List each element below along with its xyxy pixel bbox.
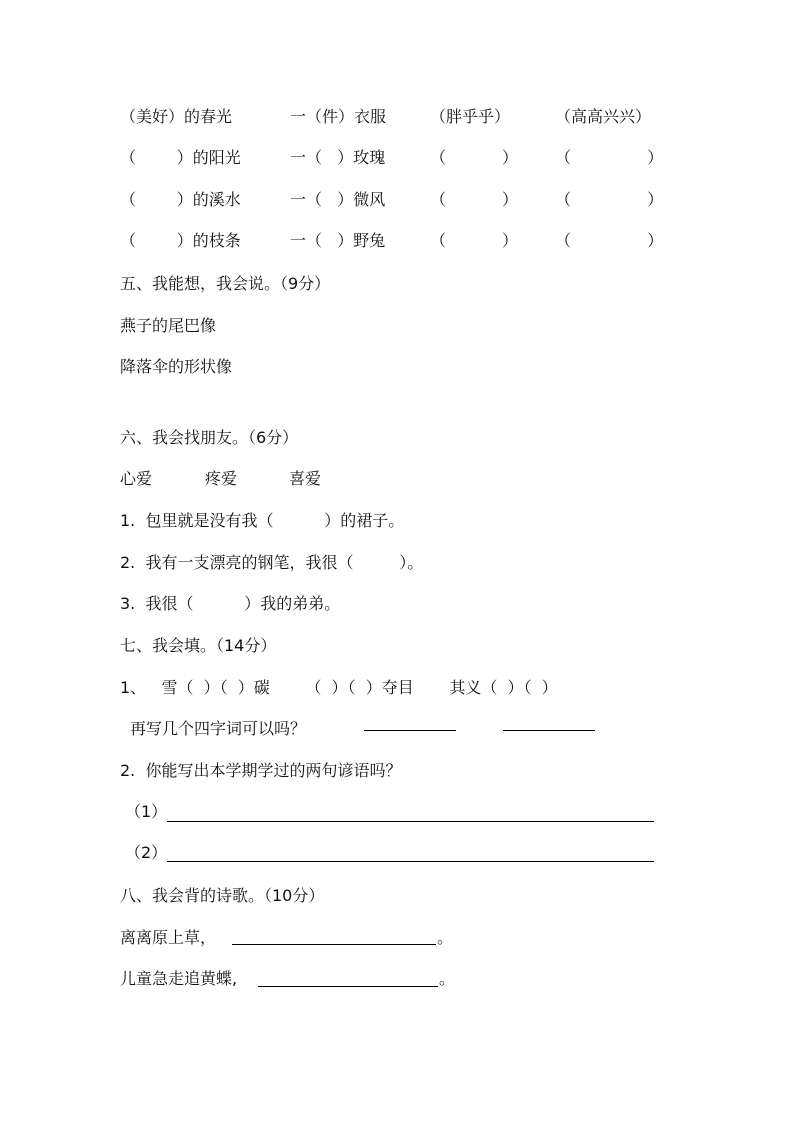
proverb-label-2: （2） — [125, 843, 168, 862]
row3-col3: （ ） — [430, 190, 518, 209]
section6-item1: 1. 包里就是没有我（ ）的裙子。 — [120, 511, 405, 530]
row2-col1: （ ）的阳光 — [120, 148, 241, 167]
proverb-line-2[interactable] — [167, 861, 654, 862]
proverb-label-1: （1） — [125, 802, 168, 821]
row1-col2: 一（件）衣服 — [290, 107, 387, 126]
row3-col4: （ ） — [555, 190, 664, 209]
row1-col3: （胖乎乎） — [430, 107, 511, 126]
row3-col1: （ ）的溪水 — [120, 190, 241, 209]
section5-line2: 降落伞的形状像 — [120, 357, 233, 376]
word-xinai: 心爱 — [120, 469, 153, 488]
row3-col2: 一（ ）微风 — [290, 190, 386, 209]
poem2-answer-line[interactable] — [258, 986, 438, 987]
poem2-suffix: 。 — [439, 969, 456, 988]
poem2-prefix: 儿童急走追黄蝶, — [120, 969, 238, 988]
section5-heading: 五、我能想，我会说。（9分） — [120, 274, 331, 293]
row2-col2: 一（ ）玫瑰 — [290, 148, 386, 167]
row4-col1: （ ）的枝条 — [120, 231, 241, 250]
row1-col1: （美好）的春光 — [120, 107, 233, 126]
row2-col4: （ ） — [555, 148, 664, 167]
section6-item3: 3. 我很（ ）我的弟弟。 — [120, 594, 341, 613]
section7-item1: 1、 雪（ ）（ ）碳 （ ）（ ）夺目 其义（ ）（ ） — [120, 678, 558, 697]
poem1-prefix: 离离原上草， — [120, 928, 217, 947]
word-xiai: 喜爱 — [289, 469, 322, 488]
answer-line-2[interactable] — [503, 730, 595, 731]
answer-line-1[interactable] — [364, 730, 456, 731]
proverb-line-1[interactable] — [167, 821, 654, 822]
section6-item2: 2. 我有一支漂亮的钢笔，我很（ ）。 — [120, 553, 424, 572]
section6-heading: 六、我会找朋友。（6分） — [120, 428, 299, 447]
row2-col3: （ ） — [430, 148, 518, 167]
section5-line1: 燕子的尾巴像 — [120, 316, 217, 335]
row1-col4: （高高兴兴） — [555, 107, 652, 126]
section7-item1-extra: 再写几个四字词可以吗？ — [130, 719, 307, 738]
row4-col4: （ ） — [555, 231, 664, 250]
row4-col3: （ ） — [430, 231, 518, 250]
section7-heading: 七、我会填。（14分） — [120, 636, 277, 655]
poem1-suffix: 。 — [437, 928, 454, 947]
row4-col2: 一（ ）野兔 — [290, 231, 386, 250]
section8-heading: 八、我会背的诗歌。（10分） — [120, 886, 325, 905]
poem1-answer-line[interactable] — [232, 944, 436, 945]
word-tengai: 疼爱 — [205, 469, 238, 488]
section7-item2: 2. 你能写出本学期学过的两句谚语吗？ — [120, 761, 402, 780]
